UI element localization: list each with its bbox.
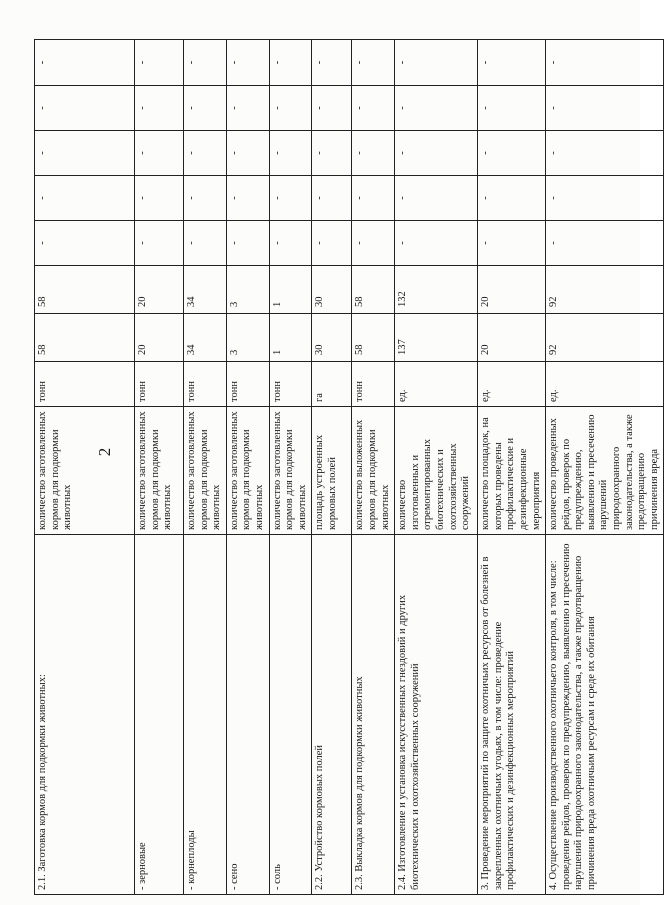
plan-value-cell: 58: [352, 314, 395, 362]
table-row: [546, 40, 664, 895]
actual-value-cell: 3: [226, 266, 269, 314]
dash-cell: -: [478, 40, 546, 86]
dash-cell: -: [312, 221, 352, 266]
dash-cell: -: [312, 176, 352, 221]
dash-cell: -: [184, 176, 227, 221]
activity-cell: 3. Проведение мероприятий по защите охотничьих ресурсов от болезней в закрепленных охотничьих угодьях, в том числе: проведение профилактических и дезинфекционных мероприятий: [478, 535, 546, 895]
dash-cell: -: [35, 176, 135, 221]
actual-value-cell: 58: [35, 266, 135, 314]
dash-cell: -: [352, 221, 395, 266]
plan-value-cell: 3: [226, 314, 269, 362]
indicator-cell: количество заготовленных кормов для подкормки животных: [184, 407, 227, 535]
dash-cell: -: [269, 176, 312, 221]
actual-value-cell: 30: [312, 266, 352, 314]
report-table: [34, 39, 664, 895]
activity-cell: 4. Осуществление производственного охотничьего контроля, в том числе: проведение рейдов, проверок по предупреждению, выявлению и пресечению нарушений природоохранного законодательства, а также предотвращению причинения вреда охотничьим ресурсам и среде их обитания: [546, 535, 664, 895]
dash-cell: -: [35, 86, 135, 131]
indicator-cell: количество выложенных кормов для подкормки животных: [352, 407, 395, 535]
activity-cell: - сено: [226, 535, 269, 895]
dash-cell: -: [35, 40, 135, 86]
indicator-cell: количество заготовленных кормов для подкормки животных: [226, 407, 269, 535]
unit-cell: тонн: [135, 362, 184, 407]
dash-cell: -: [135, 40, 184, 86]
activity-cell: - корнеплоды: [184, 535, 227, 895]
table-row: [35, 40, 135, 895]
dash-cell: -: [184, 221, 227, 266]
table-row: [312, 40, 352, 895]
dash-cell: -: [269, 86, 312, 131]
activity-cell: 2.3. Выкладка кормов для подкормки животных: [352, 535, 395, 895]
unit-cell: га: [312, 362, 352, 407]
dash-cell: -: [478, 176, 546, 221]
activity-cell: 2.2. Устройство кормовых полей: [312, 535, 352, 895]
plan-value-cell: 20: [135, 314, 184, 362]
actual-value-cell: 1: [269, 266, 312, 314]
table-row: [352, 40, 395, 895]
dash-cell: -: [269, 131, 312, 176]
indicator-cell: количество площадок, на которых проведены профилактические и дезинфекционные мероприятия: [478, 407, 546, 535]
indicator-cell: количество заготовленных кормов для подкормки животных: [35, 407, 135, 535]
dash-cell: -: [395, 176, 478, 221]
unit-cell: тонн: [35, 362, 135, 407]
unit-cell: ед.: [546, 362, 664, 407]
dash-cell: -: [312, 131, 352, 176]
dash-cell: -: [269, 40, 312, 86]
dash-cell: -: [312, 40, 352, 86]
unit-cell: тонн: [269, 362, 312, 407]
unit-cell: ед.: [478, 362, 546, 407]
dash-cell: -: [546, 221, 664, 266]
dash-cell: -: [352, 176, 395, 221]
activity-cell: - зерновые: [135, 535, 184, 895]
dash-cell: -: [184, 86, 227, 131]
dash-cell: -: [352, 131, 395, 176]
table-row: [269, 40, 312, 895]
dash-cell: -: [312, 86, 352, 131]
dash-cell: -: [184, 40, 227, 86]
dash-cell: -: [184, 131, 227, 176]
table-row: [184, 40, 227, 895]
table-row: [395, 40, 478, 895]
dash-cell: -: [352, 86, 395, 131]
indicator-cell: площадь устроенных кормовых полей: [312, 407, 352, 535]
table-row: [478, 40, 546, 895]
dash-cell: -: [478, 86, 546, 131]
dash-cell: -: [226, 86, 269, 131]
dash-cell: -: [35, 131, 135, 176]
dash-cell: -: [135, 131, 184, 176]
actual-value-cell: 92: [546, 266, 664, 314]
indicator-cell: количество заготовленных кормов для подкормки животных: [269, 407, 312, 535]
dash-cell: -: [226, 176, 269, 221]
dash-cell: -: [395, 40, 478, 86]
activity-cell: - соль: [269, 535, 312, 895]
dash-cell: -: [226, 221, 269, 266]
plan-value-cell: 137: [395, 314, 478, 362]
actual-value-cell: 58: [352, 266, 395, 314]
unit-cell: тонн: [226, 362, 269, 407]
dash-cell: -: [226, 131, 269, 176]
plan-value-cell: 1: [269, 314, 312, 362]
dash-cell: -: [226, 40, 269, 86]
actual-value-cell: 20: [135, 266, 184, 314]
indicator-cell: количество изготовленных и отремонтированных биотехнических и охотхозяйственных сооружений: [395, 407, 478, 535]
activity-cell: 2.1. Заготовка кормов для подкормки животных:: [35, 535, 135, 895]
dash-cell: -: [478, 131, 546, 176]
dash-cell: -: [546, 40, 664, 86]
actual-value-cell: 20: [478, 266, 546, 314]
dash-cell: -: [352, 40, 395, 86]
plan-value-cell: 92: [546, 314, 664, 362]
dash-cell: -: [395, 131, 478, 176]
unit-cell: тонн: [352, 362, 395, 407]
dash-cell: -: [478, 221, 546, 266]
plan-value-cell: 34: [184, 314, 227, 362]
dash-cell: -: [135, 176, 184, 221]
page-number: 2: [95, 447, 114, 457]
dash-cell: -: [546, 131, 664, 176]
dash-cell: -: [546, 176, 664, 221]
dash-cell: -: [35, 221, 135, 266]
actual-value-cell: 34: [184, 266, 227, 314]
actual-value-cell: 132: [395, 266, 478, 314]
indicator-cell: количество проведенных рейдов, проверок по предупреждению, выявлению и пресечению нарушений природоохранного законодательства, а также предотвращению причинения вреда: [546, 407, 664, 535]
dash-cell: -: [135, 86, 184, 131]
dash-cell: -: [269, 221, 312, 266]
dash-cell: -: [395, 221, 478, 266]
activity-cell: 2.4. Изготовление и установка искусственных гнездовий и других биотехнических и охотхозяйственных сооружений: [395, 535, 478, 895]
dash-cell: -: [135, 221, 184, 266]
plan-value-cell: 58: [35, 314, 135, 362]
unit-cell: тонн: [184, 362, 227, 407]
dash-cell: -: [395, 86, 478, 131]
plan-value-cell: 20: [478, 314, 546, 362]
report-table-rotated: [34, 40, 660, 895]
table-row: [226, 40, 269, 895]
table-row: [135, 40, 184, 895]
dash-cell: -: [546, 86, 664, 131]
unit-cell: ед.: [395, 362, 478, 407]
plan-value-cell: 30: [312, 314, 352, 362]
indicator-cell: количество заготовленных кормов для подкормки животных: [135, 407, 184, 535]
